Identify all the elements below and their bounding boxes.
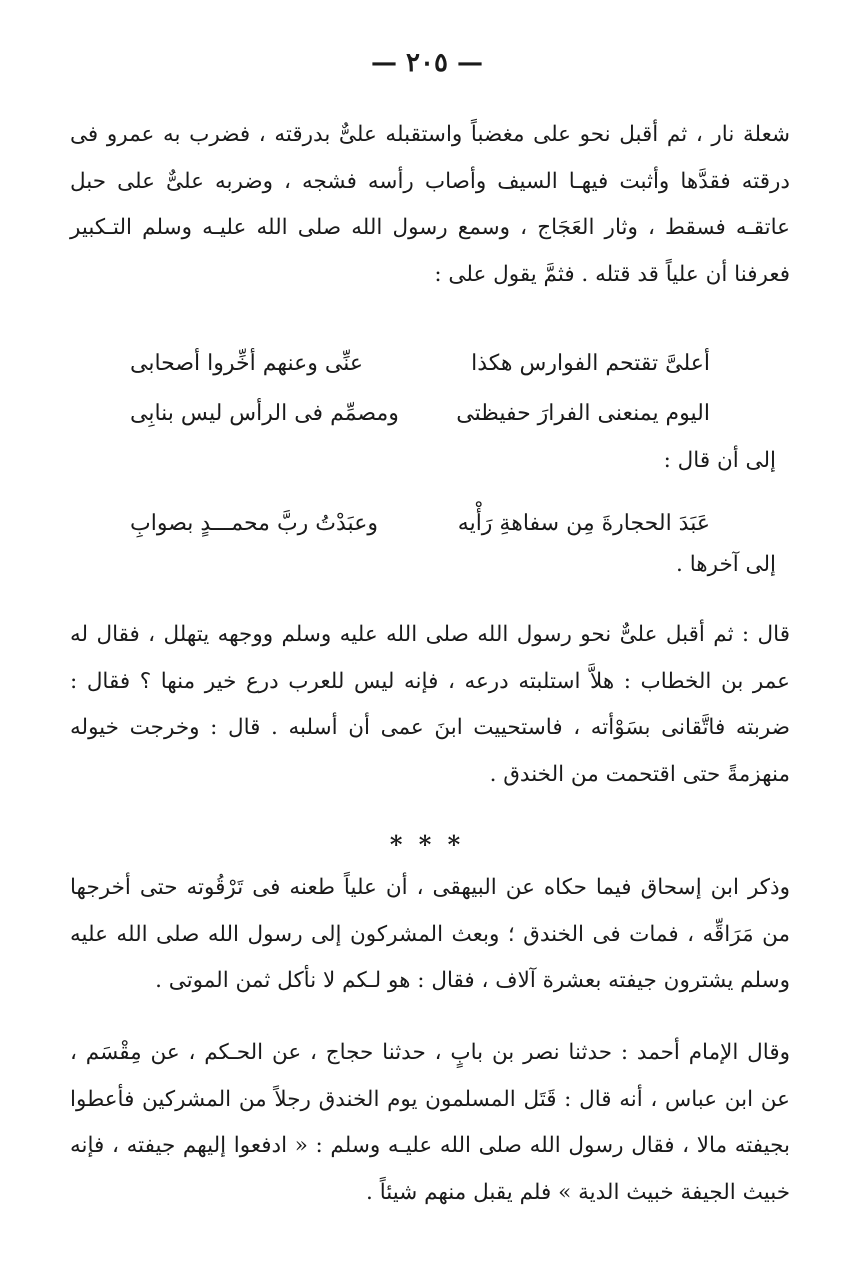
verse-second-hemistich: وعبَدْتُ ربَّ محمـــدٍ بصوابِ [130,510,378,536]
poem-verses-2 [130,498,710,548]
verse-first-hemistich: اليوم يمنعنى الفرارَ حفيظتى [456,400,710,426]
verse-first-hemistich: أعلىَّ تقتحم الفوارس هكذا [471,350,710,376]
until-end-line: إلى آخرها . [676,552,776,577]
paragraph-text: قال : ثم أقبل علىٌّ نحو رسول الله صلى الله عليه وسلم ووجهه يتهلل ، فقال له عمر بن الخطاب : هلاَّ استلبته درعه ، فإنه ليس للعرب درع خير منها ؟ فقال : ضربته فاتَّقانى بسَوْأته ، فاستحييت ابنَ عمى أن أسلبه . قال : وخرجت خيوله منهزمةً حتى اقتحمت من الخندق . [70,622,790,787]
verse-first-hemistich: عَبَدَ الحجارةَ مِن سفاهةِ رَأْيه [457,510,710,536]
section-separator: * * * [389,830,465,859]
paragraph-battle [70,112,790,298]
verse-line [130,338,710,388]
paragraph-text: وذكر ابن إسحاق فيما حكاه عن البيهقى ، أن علياً طعنه فى تَرْقُوته حتى أخرجها من مَرَاقِّه ، فمات فى الخندق ؛ وبعث المشركون إلى رسول الله صلى الله عليه وسلم يشترون جيفته بعشرة آلاف ، فقال : هو لـكم لا نأكل ثمن الموتى . [70,875,790,993]
paragraph-ibn-ishaq [70,865,790,1005]
verse-second-hemistich: عنِّى وعنهم أخِّروا أصحابى [130,350,363,376]
paragraph-text: وقال الإمام أحمد : حدثنا نصر بن بابٍ ، حدثنا حجاج ، عن الحـكم ، عن مِقْسَم ، عن ابن عباس ، أنه قال : قَتَل المسلمون يوم الخندق رجلاً من المشركين فأعطوا بجيفته مالا ، فقال رسول الله صلى الله عليـه وسلم : « ادفعوا إليهم جيفته ، فإنه خبيث الجيفة خبيث الدية » فلم يقبل منهم شيئاً . [70,1040,790,1205]
paragraph-imam-ahmad [70,1030,790,1216]
until-said-line: إلى أن قال : [663,448,776,473]
poem-verses-1 [130,338,710,438]
verse-line [130,498,710,548]
paragraph-text: شعلة نار ، ثم أقبل نحو على مغضباً واستقبله علىٌّ بدرقته ، فضرب به عمرو فى درقته فقدَّها وأثبت فيهـا السيف وأصاب رأسه فشجه ، وضربه علىٌّ على حبل عاتقـه فسقط ، وثار العَجَاج ، وسمع رسول الله صلى الله عليـه وسلم التـكبير فعرفنا أن علياً قد قتله . فثمَّ يقول على : [70,122,790,287]
verse-second-hemistich: ومصمِّم فى الرأس ليس بنابِى [130,400,399,426]
verse-line [130,388,710,438]
page-number: — ٢٠٥ — [370,48,484,78]
paragraph-ali-returns [70,612,790,798]
